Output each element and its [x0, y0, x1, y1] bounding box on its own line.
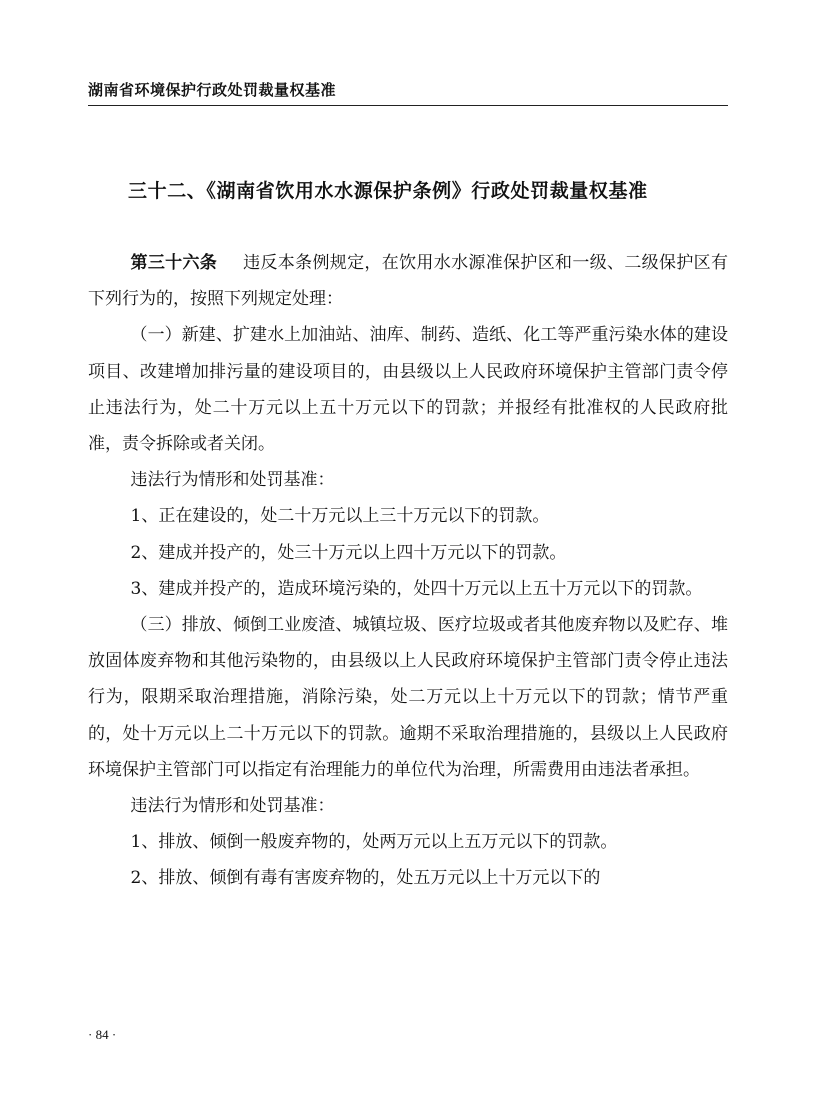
criteria-heading-1: 违法行为情形和处罚基准： [130, 470, 335, 491]
criteria-2-item-2: 2、排放、倾倒有毒有害废弃物的，处五万元以上十万元以下的 [130, 868, 601, 889]
criteria-2-item-1: 1、排放、倾倒一般废弃物的，处两万元以上五万元以下的罚款。 [130, 832, 618, 853]
document-body [88, 245, 728, 897]
criteria-1-item-3: 3、建成并投产的，造成环境污染的，处四十万元以上五十万元以下的罚款。 [130, 578, 703, 599]
item-3-paragraph: （三）排放、倾倒工业废渣、城镇垃圾、医疗垃圾或者其他废弃物以及贮存、堆放固体废弃物和其他污染物的，由县级以上人民政府环境保护主管部门责令停止违法行为，限期采取治理措施，消除污染，处二万元以上十万元以下的罚款；情节严重的，处十万元以上二十万元以下的罚款。逾期不采取治理措施的，县级以上人民政府环境保护主管部门可以指定有治理能力的单位代为治理，所需费用由违法者承担。 [88, 615, 728, 780]
page-number: · 84 · [88, 1027, 117, 1042]
running-header: 湖南省环境保护行政处罚裁量权基准 [88, 81, 337, 99]
header-divider [88, 105, 728, 106]
article-number: 第三十六条 [130, 253, 218, 273]
criteria-heading-2: 违法行为情形和处罚基准： [130, 796, 335, 817]
item-1-paragraph: （一）新建、扩建水上加油站、油库、制药、造纸、化工等严重污染水体的建设项目、改建增加排污量的建设项目的，由县级以上人民政府环境保护主管部门责令停止违法行为，处二十万元以上五十万元以下的罚款；并报经有批准权的人民政府批准，责令拆除或者关闭。 [88, 325, 728, 455]
criteria-1-item-2: 2、建成并投产的，处三十万元以上四十万元以下的罚款。 [130, 542, 567, 563]
article-paragraph [88, 245, 728, 317]
article-text: 违反本条例规定，在饮用水水源准保护区和一级、二级保护区有下列行为的，按照下列规定处理： [88, 253, 728, 310]
section-title: 三十二、《湖南省饮用水水源保护条例》行政处罚裁量权基准 [128, 180, 648, 202]
criteria-1-item-1: 1、正在建设的，处二十万元以上三十万元以下的罚款。 [130, 506, 550, 527]
